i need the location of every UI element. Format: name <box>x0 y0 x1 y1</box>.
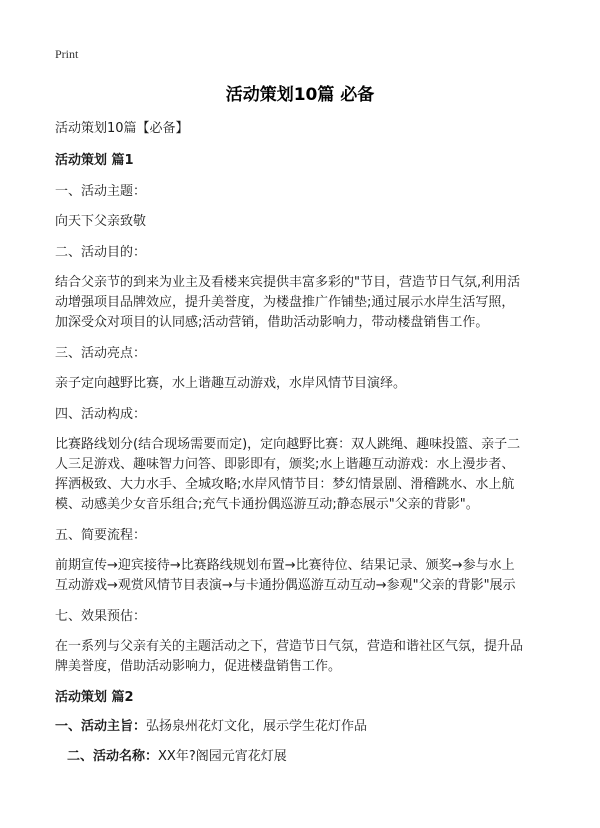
composition-line: 挥洒极致、大力水手、全城攻略;水岸风情节目：梦幻情景剧、滑稽跳水、水上航 <box>55 477 515 492</box>
section-2-name-label: 二、活动名称： <box>67 749 159 764</box>
effect-label: 七、效果预估： <box>55 609 147 624</box>
flow-line: 前期宣传→迎宾接待→比赛路线规划布置→比赛待位、结果记录、颁奖→参与水上 <box>55 558 515 573</box>
document-subtitle: 活动策划10篇【必备】 <box>55 121 189 136</box>
flow-line: 互动游戏→观赏风情节目表演→与卡通扮偶巡游互动互动→参观"父亲的背影"展示 <box>55 578 516 593</box>
document-title: 活动策划10篇 必备 <box>225 85 375 105</box>
composition-line: 比赛路线划分(结合现场需要而定)，定向越野比赛：双人跳绳、趣味投篮、亲子二 <box>55 437 521 452</box>
section-2-name-text: XX年?阁园元宵花灯展 <box>158 749 287 764</box>
section-2-name <box>67 747 562 767</box>
purpose-label: 二、活动目的： <box>55 245 147 260</box>
composition-label: 四、活动构成： <box>55 407 147 422</box>
composition-line: 模、动感美少女音乐组合;充气卡通扮偶巡游互动;静态展示"父亲的背影"。 <box>55 497 479 512</box>
composition-line: 人三足游戏、趣味智力问答、即影即有，颁奖;水上谐趣互动游戏：水上漫步者、 <box>55 457 515 472</box>
section-2-purpose-text: 弘扬泉州花灯文化，展示学生花灯作品 <box>146 719 368 734</box>
purpose-line: 动增强项目品牌效应，提升美誉度，为楼盘推广作铺垫;通过展示水岸生活写照， <box>55 295 515 310</box>
section-2-purpose-label: 一、活动主旨： <box>55 719 147 734</box>
theme-text: 向天下父亲致敬 <box>55 214 147 229</box>
highlights-label: 三、活动亮点： <box>55 346 147 361</box>
purpose-line: 加深受众对项目的认同感;活动营销，借助活动影响力，带动楼盘销售工作。 <box>55 315 489 330</box>
effect-line: 牌美誉度，借助活动影响力，促进楼盘销售工作。 <box>55 659 342 674</box>
effect-line: 在一系列与父亲有关的主题活动之下，营造节日气氛，营造和谐社区气氛，提升品 <box>55 639 524 654</box>
section-1-heading: 活动策划 篇1 <box>55 153 134 168</box>
section-2-purpose <box>55 717 550 737</box>
section-2-heading: 活动策划 篇2 <box>55 690 134 705</box>
theme-label: 一、活动主题： <box>55 184 147 199</box>
print-link[interactable]: Print <box>55 47 79 61</box>
highlights-text: 亲子定向越野比赛，水上谐趣互动游戏，水岸风情节目演绎。 <box>55 376 407 391</box>
purpose-line: 结合父亲节的到来为业主及看楼来宾提供丰富多彩的"节目，营造节日气氛,利用活 <box>55 275 521 290</box>
flow-label: 五、简要流程： <box>55 528 147 543</box>
